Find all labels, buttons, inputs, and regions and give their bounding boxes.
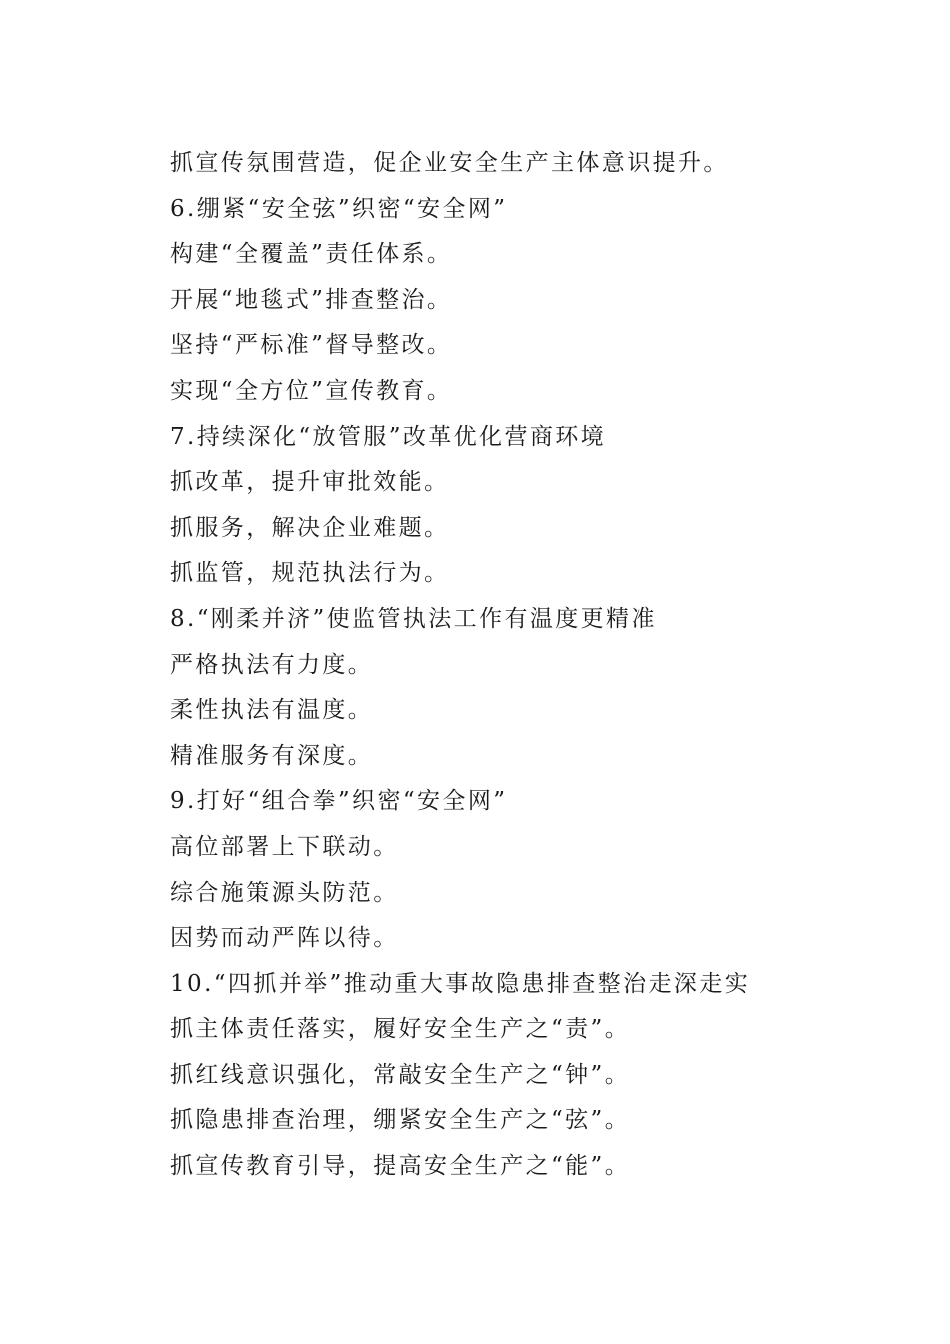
section-heading: 9.打好“组合拳”织密“安全网” bbox=[170, 788, 508, 815]
body-line: 抓监管，规范执法行为。 bbox=[170, 560, 450, 587]
section-heading: 6.绷紧“安全弦”织密“安全网” bbox=[170, 195, 508, 222]
body-line: 构建“全覆盖”责任体系。 bbox=[170, 241, 453, 268]
body-line: 高位部署上下联动。 bbox=[170, 833, 399, 860]
body-line: 综合施策源头防范。 bbox=[170, 879, 399, 906]
body-line: 精准服务有深度。 bbox=[170, 742, 374, 769]
body-line: 抓改革，提升审批效能。 bbox=[170, 469, 450, 496]
document-body bbox=[170, 141, 890, 1190]
body-line: 抓宣传氛围营造，促企业安全生产主体意识提升。 bbox=[170, 150, 729, 176]
body-line: 抓红线意识强化，常敲安全生产之“钟”。 bbox=[170, 1061, 631, 1088]
body-line: 柔性执法有温度。 bbox=[170, 697, 374, 724]
section-heading: 7.持续深化“放管服”改革优化营商环境 bbox=[170, 423, 607, 450]
body-line: 抓隐患排查治理，绷紧安全生产之“弦”。 bbox=[170, 1107, 631, 1134]
body-line: 抓主体责任落实，履好安全生产之“责”。 bbox=[170, 1016, 631, 1043]
body-line: 抓服务，解决企业难题。 bbox=[170, 514, 450, 541]
body-line: 开展“地毯式”排查整治。 bbox=[170, 286, 453, 313]
body-line: 抓宣传教育引导，提高安全生产之“能”。 bbox=[170, 1153, 631, 1180]
section-heading: 10.“四抓并举”推动重大事故隐患排查整治走深走实 bbox=[170, 970, 751, 997]
body-line: 坚持“严标准”督导整改。 bbox=[170, 332, 453, 359]
body-line: 因势而动严阵以待。 bbox=[170, 925, 399, 952]
body-line: 严格执法有力度。 bbox=[170, 651, 374, 678]
body-line: 实现“全方位”宣传教育。 bbox=[170, 377, 453, 404]
section-heading: 8.“刚柔并济”使监管执法工作有温度更精准 bbox=[170, 605, 657, 632]
